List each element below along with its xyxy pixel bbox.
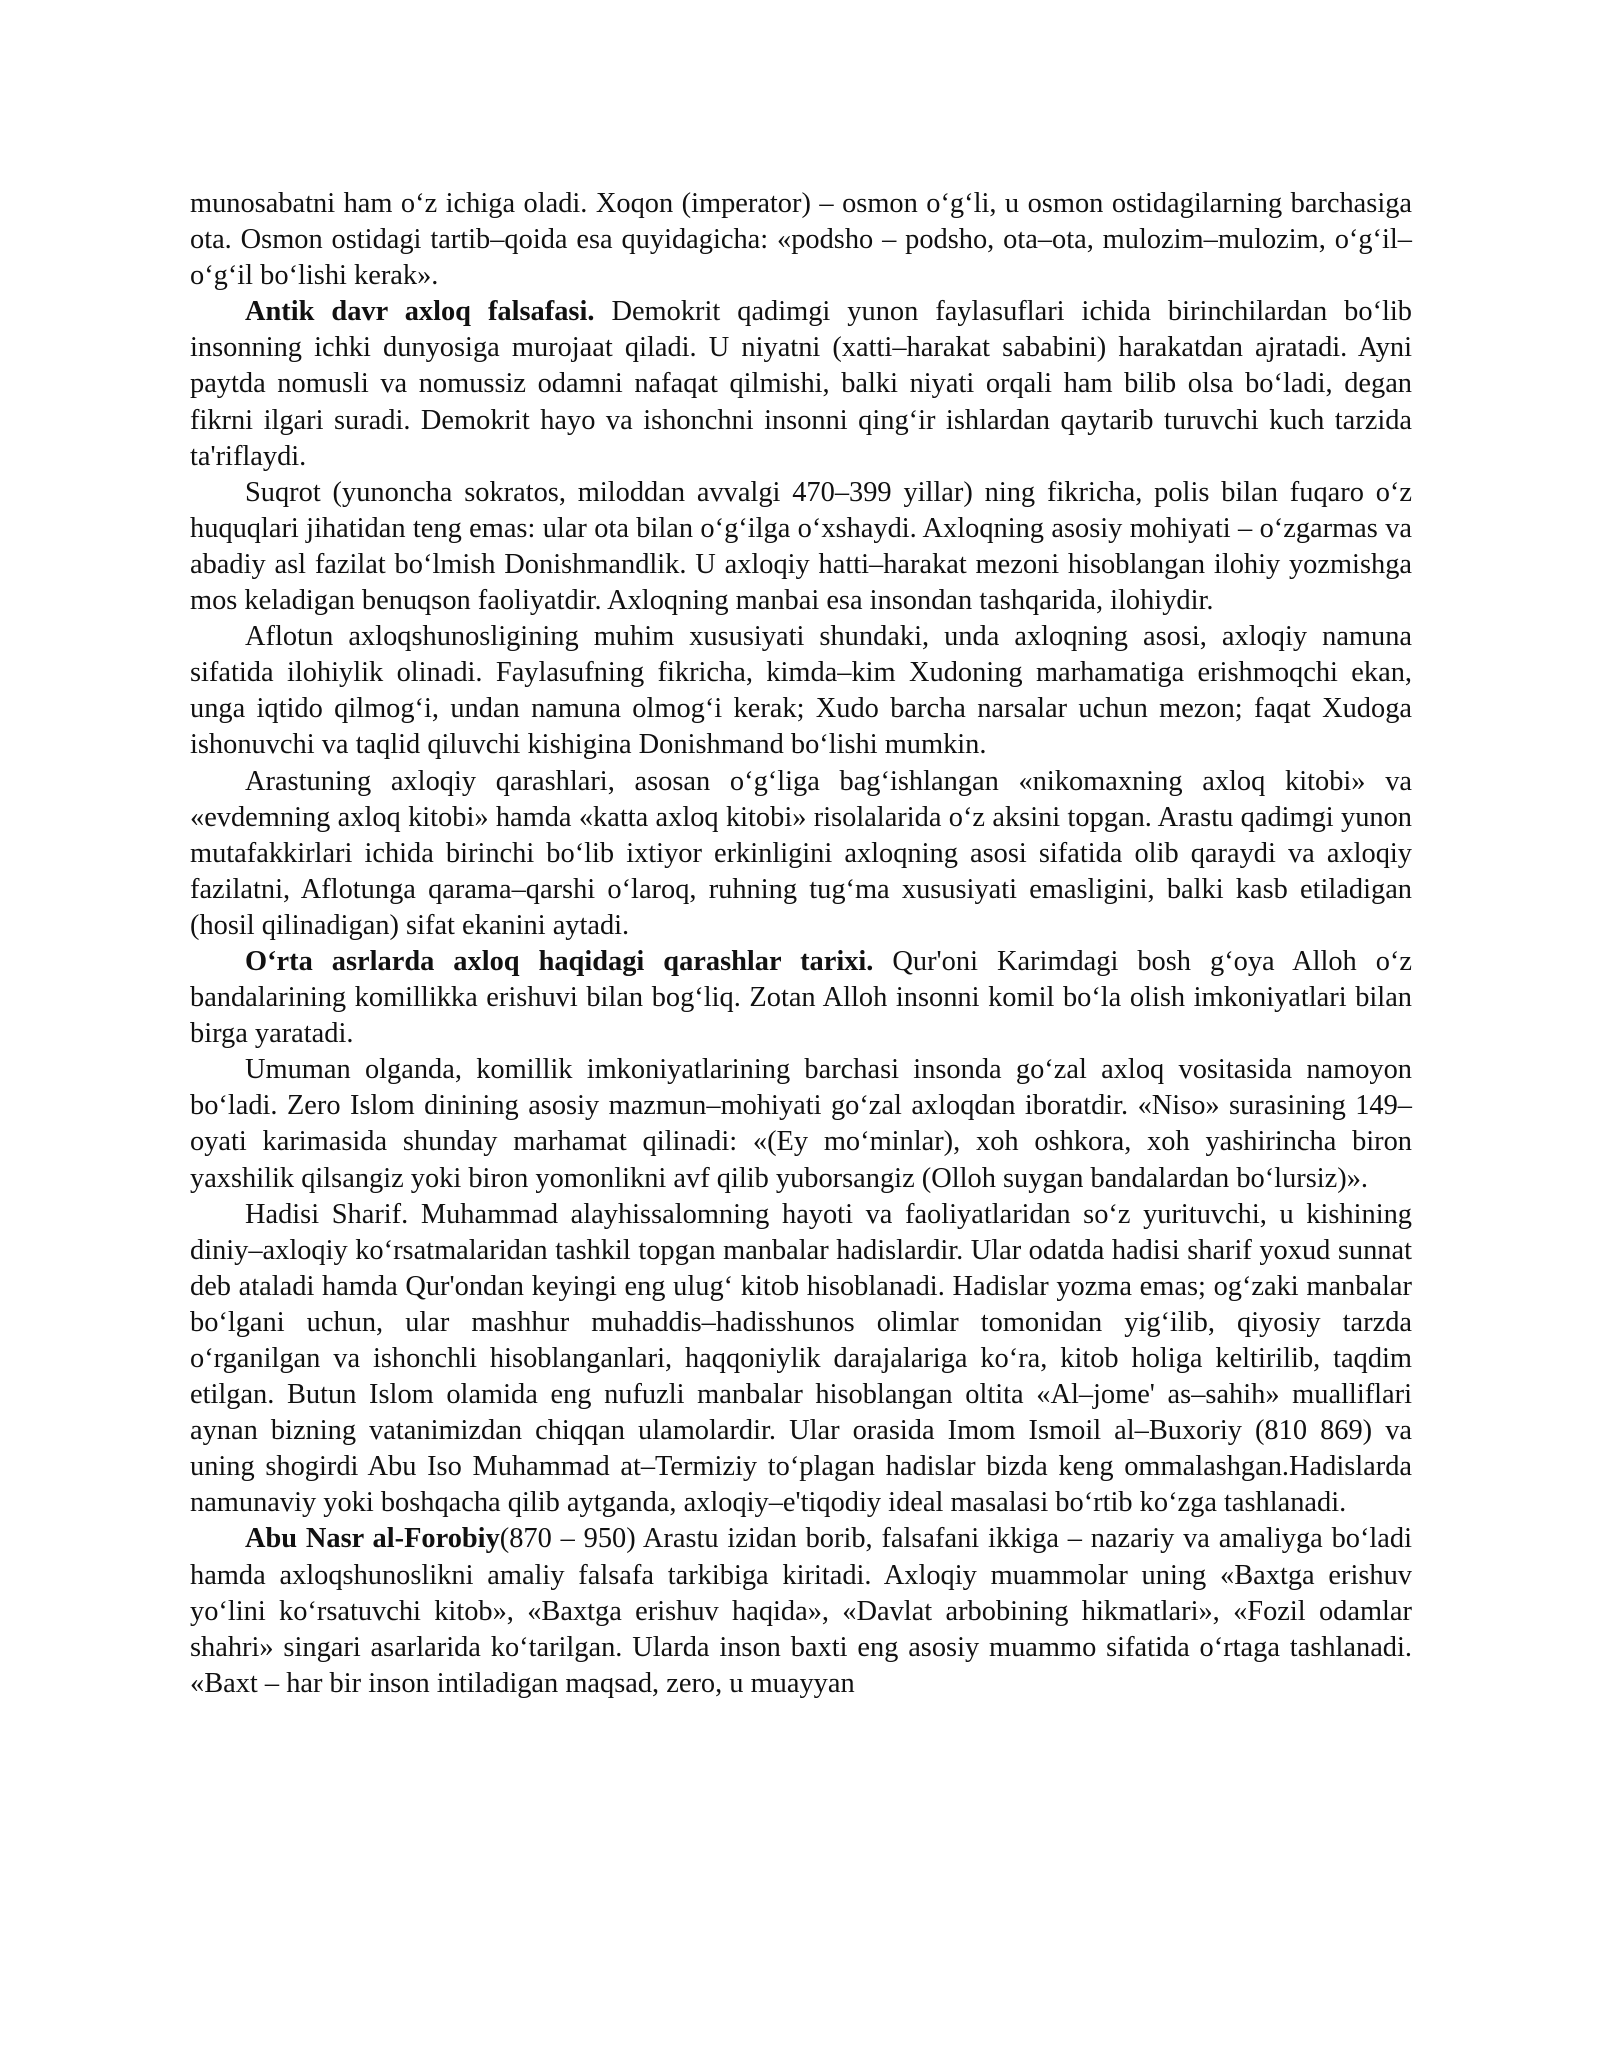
paragraph-text: Umuman olganda, komillik imkoniyatlarining barchasi insonda go‘zal axloq vositasida namoyon bo‘ladi. Zero Islom dinining asosiy mazmun–mohiyati go‘zal axloqdan iboratdir. «Niso» surasining 149–oyati karimasida shunday marhamat qilinadi: «(Ey mo‘minlar), xoh oshkora, xoh yashirincha biron yaxshilik qilsangiz yoki biron yomonlikni avf qilib yuborsangiz (Olloh suygan bandalardan bo‘lursiz)». — [190, 1054, 1412, 1194]
paragraph-lead: Antik davr axloq falsafasi. — [245, 296, 595, 328]
paragraph-text: Hadisi Sharif. Muhammad alayhissalomning hayoti va faoliyatlaridan so‘z yurituvchi, u kishining diniy–axloqiy ko‘rsatmalaridan tashkil topgan manbalar hadislardir. Ular odatda hadisi sharif yoxud sunnat deb ataladi hamda Qur'ondan keyingi eng ulug‘ kitob hisoblanadi. Hadislar yozma emas; og‘zaki manbalar bo‘lgani uchun, ular mashhur muhaddis–hadisshunos olimlar tomonidan yig‘ilib, qiyosiy tarzda o‘rganilgan va ishonchli hisoblanganlari, haqqoniylik darajalariga ko‘ra, kitob holiga keltirilib, taqdim etilgan. Butun Islom olamida eng nufuzli manbalar hisoblangan oltita «Al–jome' as–sahih» mualliflari aynan bizning vatanimizdan chiqqan ulamolardir. Ular orasida Imom Ismoil al–Buxoriy (810 869) va uning shogirdi Abu Iso Muhammad at–Termiziy to‘plagan hadislar bizda keng ommalashgan.Hadislarda namunaviy yoki boshqacha qilib aytganda, axloqiy–e'tiqodiy ideal masalasi bo‘rtib ko‘zga tashlanadi. — [190, 1198, 1412, 1519]
paragraph-7 — [190, 1052, 1412, 1196]
paragraph-1 — [190, 186, 1412, 294]
paragraph-text: Suqrot (yunoncha sokratos, miloddan avvalgi 470–399 yillar) ning fikricha, polis bilan fuqaro o‘z huquqlari jihatidan teng emas: ular ota bilan o‘g‘ilga o‘xshaydi. Axloqning asosiy mohiyati – o‘zgarmas va abadiy asl fazilat bo‘lmish Donishmandlik. U axloqiy hatti–harakat mezoni hisoblangan ilohiy yozmishga mos keladigan benuqson faoliyatdir. Axloqning manbai esa insondan tashqarida, ilohiydir. — [190, 476, 1412, 617]
paragraph-2 — [190, 294, 1412, 474]
document-page — [190, 186, 1412, 1702]
paragraph-text: (870 – 950) Arastu izidan borib, falsafani ikkiga – nazariy va amaliyga bo‘ladi hamda axloqshunoslikni amaliy falsafa tarkibiga kiritadi. Axloqiy muammolar uning «Baxtga erishuv yo‘lini ko‘rsatuvchi kitob», «Baxtga erishuv haqida», «Davlat arbobining hikmatlari», «Fozil odamlar shahri» singari asarlarida ko‘tarilgan. Ularda inson baxti eng asosiy muammo sifatida o‘rtaga tashlanadi. «Baxt – har bir inson intiladigan maqsad, zero, u muayyan — [190, 1523, 1412, 1699]
paragraph-4 — [190, 619, 1412, 763]
paragraph-6 — [190, 944, 1412, 1052]
paragraph-8 — [190, 1197, 1412, 1522]
paragraph-text: Demokrit qadimgi yunon faylasuflari ichida birinchilardan bo‘lib insonning ichki dunyosiga murojaat qiladi. U niyatni (xatti–harakat sababini) harakatdan ajratadi. Ayni paytda nomusli va nomussiz odamni nafaqat qilmishi, balki niyati orqali ham bilib olsa bo‘ladi, degan fikrni ilgari suradi. Demokrit hayo va ishonchni insonni qing‘ir ishlardan qaytarib turuvchi kuch tarzida ta'riflaydi. — [190, 296, 1412, 472]
paragraph-text: Qur'oni Karimdagi bosh g‘oya Alloh o‘z bandalarining komillikka erishuvi bilan bog‘liq. Zotan Alloh insonni komil bo‘la olish imkoniyatlari bilan birga yaratadi. — [190, 945, 1412, 1050]
paragraph-5 — [190, 764, 1412, 944]
paragraph-text: munosabatni ham o‘z ichiga oladi. Xoqon (imperator) – osmon o‘g‘li, u osmon ostidagilarning barchasiga ota. Osmon ostidagi tartib–qoida esa quyidagicha: «podsho – podsho, ota–ota, mulozim–mulozim, o‘g‘il–o‘g‘il bo‘lishi kerak». — [190, 188, 1412, 292]
paragraph-lead: O‘rta asrlarda axloq haqidagi qarashlar tarixi. — [245, 945, 874, 977]
paragraph-text: Arastuning axloqiy qarashlari, asosan o‘g‘liga bag‘ishlangan «nikomaxning axloq kitobi» va «evdemning axloq kitobi» hamda «katta axloq kitobi» risolalarida o‘z aksini topgan. Arastu qadimgi yunon mutafakkirlari ichida birinchi bo‘lib ixtiyor erkinligini axloqning asosi sifatida olib qaraydi va axloqiy fazilatni, Aflotunga qarama–qarshi o‘laroq, ruhning tug‘ma xususiyati emasligini, balki kasb etiladigan (hosil qilinadigan) sifat ekanini aytadi. — [190, 765, 1412, 941]
paragraph-text: Aflotun axloqshunosligining muhim xususiyati shundaki, unda axloqning asosi, axloqiy namuna sifatida ilohiylik olinadi. Faylasufning fikricha, kimda–kim Xudoning marhamatiga erishmoqchi ekan, unga iqtido qilmog‘i, undan namuna olmog‘i kerak; Xudo barcha narsalar uchun mezon; faqat Xudoga ishonuvchi va taqlid qiluvchi kishigina Donishmand bo‘lishi mumkin. — [190, 621, 1412, 761]
paragraph-3 — [190, 475, 1412, 619]
paragraph-9 — [190, 1521, 1412, 1701]
paragraph-lead: Abu Nasr al-Forobiy — [245, 1523, 500, 1555]
